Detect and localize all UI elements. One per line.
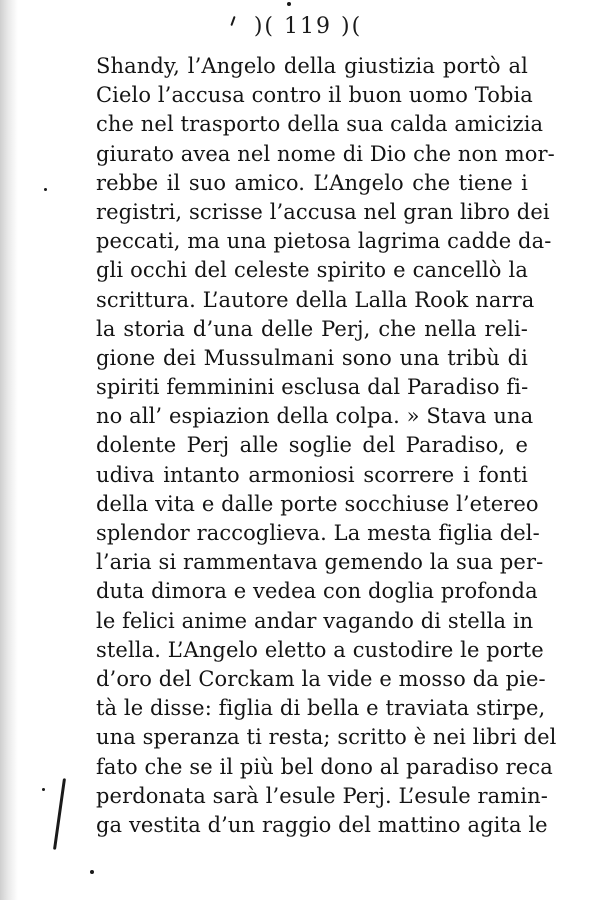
text-line: le felici anime andar vagando di stella in xyxy=(96,608,534,633)
text-line: spiriti femminini esclusa dal Paradiso fi- xyxy=(96,375,529,400)
page-number: )( 119 )( xyxy=(253,14,363,39)
text-line: gli occhi del celeste spirito e cancellò la xyxy=(96,258,528,283)
text-line: gione dei Mussulmani sono una tribù di xyxy=(96,345,528,370)
margin-dot-left xyxy=(44,188,47,191)
text-line: duta dimora e vedea con doglia profonda xyxy=(96,579,538,604)
text-line: dolente Perj alle soglie del Paradiso, e xyxy=(96,433,528,458)
text-line: che nel trasporto della sua calda amicizia xyxy=(96,112,544,137)
text-line: peccati, ma una pietosa lagrima cadde da- xyxy=(96,229,552,254)
text-line: registri, scrisse l’accusa nel gran libro dei xyxy=(96,199,550,224)
body-text xyxy=(96,52,557,840)
text-line: no all’ espiazion della colpa. » Stava una xyxy=(96,404,534,429)
text-line: l’aria si rammentava gemendo la sua per- xyxy=(96,550,544,575)
text-line: Cielo l’accusa contro il buon uomo Tobia xyxy=(96,83,533,108)
text-line: giurato avea nel nome di Dio che non mor- xyxy=(96,141,555,166)
text-line: udiva intanto armoniosi scorrere i fonti xyxy=(96,462,528,487)
text-line: Shandy, l’Angelo della giustizia portò al xyxy=(96,54,528,78)
margin-dot-bottom xyxy=(90,870,94,874)
margin-dot-top xyxy=(287,2,291,6)
text-line: tà le disse: figlia di bella e traviata stirpe, xyxy=(96,696,546,721)
text-line: perdonata sarà l’esule Perj. L’esule ramin- xyxy=(96,783,548,808)
text-line: una speranza ti resta; scritto è nei libri del xyxy=(96,725,557,750)
margin-dot-bottom-left xyxy=(42,788,45,791)
text-line: la storia d’una delle Perj, che nella reli- xyxy=(96,316,528,341)
text-line: d’oro del Corckam la vide e mosso da pie- xyxy=(96,666,546,691)
text-line: della vita e dalle porte socchiuse l’etereo xyxy=(96,491,539,516)
text-line: rebbe il suo amico. L’Angelo che tiene i xyxy=(96,170,528,195)
text-line: ga vestita d’un raggio del mattino agita le xyxy=(96,812,548,837)
text-line: splendor raccoglieva. La mesta figlia del- xyxy=(96,521,540,545)
text-line: scrittura. L’autore della Lalla Rook narra xyxy=(96,287,535,312)
text-line: fato che se il più bel dono al paradiso reca xyxy=(96,754,553,779)
margin-stroke-left xyxy=(53,778,66,850)
binding-shadow xyxy=(0,0,18,900)
text-line: stella. L’Angelo eletto a custodire le porte xyxy=(96,637,544,662)
